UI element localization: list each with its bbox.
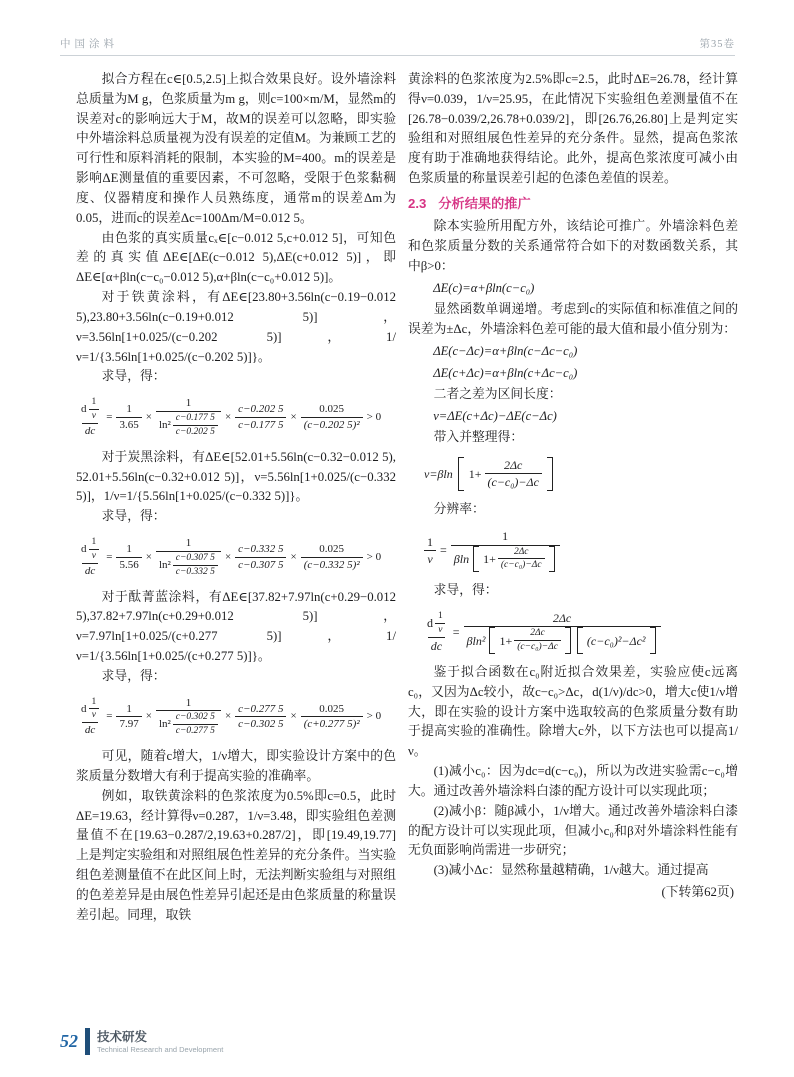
lhs-fraction: d $\frac{1}{\nu}$ dc xyxy=(424,610,449,654)
lead-interval-length: 二者之差为区间长度： xyxy=(433,387,562,402)
lead-derive-2: 求导，得： xyxy=(101,509,166,524)
section-title: 分析结果的推广 xyxy=(438,195,531,211)
footer-bar xyxy=(85,1028,90,1055)
right-column xyxy=(408,70,738,926)
paragraph-continued-example: 黄涂料的色浆浓度为2.5%即c=2.5，此时ΔE=26.78，经计算得ν=0.039，1/ν=25.95，在此情况下实验组色差测量值不在[26.78−0.039/2,26.78+0.039/2]，即[26.76,26.80]上是判定实验组和对照组展色性差异的充分条件。显然，提高色浆浓度有助于准确地获得结论。此外，提高色浆浓度可减小由色浆质量的称量误差引起的色漆色差值的误差。 xyxy=(408,72,738,186)
formula-derivative-iron-yellow: d $\frac{1}{\nu}$ dc = $\frac{1}{3.65}$ × 1 ln² $\frac{c-0.177 5}{c-0.202 5}$ × $\frac{c-0.202 5}{c-0.177 5}$ × $\frac{0.025}{\text{(c−0.202 5)²}}$ > 0 xyxy=(78,396,396,438)
formula-derivative-phthalocyanine-blue: d $\frac{1}{\nu}$ dc = $\frac{1}{7.97}$ × 1 ln² $\frac{c-0.302 5}{c-0.277 5}$ × $\frac{c-0.277 5}{c-0.302 5}$ × $\frac{0.025}{\text{(c+0.277 5)²}}$ > 0 xyxy=(78,696,396,738)
left-bracket xyxy=(577,627,583,654)
lead-derive-3: 求导，得： xyxy=(101,668,166,683)
page-header xyxy=(60,36,735,51)
continued-on-page-note: (下转第62页) xyxy=(661,885,734,900)
left-bracket xyxy=(489,627,495,654)
footer-section-en: Technical Research and Development xyxy=(97,1044,224,1054)
volume-number: 第35卷 xyxy=(699,39,735,50)
lead-derive-1: 求导，得： xyxy=(101,369,166,384)
lead-derive-right: 求导，得： xyxy=(433,583,498,598)
formula-derivative-carbon-black: d $\frac{1}{\nu}$ dc = $\frac{1}{5.56}$ × 1 ln² $\frac{c-0.307 5}{c-0.332 5}$ × $\frac{c-0.332 5}{c-0.307 5}$ × $\frac{0.025}{\text{(c−0.332 5)²}}$ > 0 xyxy=(78,536,396,578)
equation-min: ΔE(c−Δc)=α+βln(c−Δc−c₀) xyxy=(433,344,578,359)
paragraph-method-2: (2)减小β：随β减小，1/ν增大。通过改善外墙涂料白漆的配方设计可以实现此项，但减小c₀和β对外墙涂料性能有无负面影响尚需进一步研究； xyxy=(408,803,738,858)
paragraph-design-guidance: 鉴于拟合函数在c₀附近拟合效果差，实验应使c远离c₀，又因为Δc较小，故c−c₀>Δc，d(1/ν)/dc>0，增大c使1/ν增大，即在实验的设计方案中选取较高的色浆质量分数有助于提高实验的准确性。除增大c外，以下方法也可以提高1/ν。 xyxy=(408,664,738,759)
right-bracket xyxy=(650,627,656,654)
equation-max: ΔE(c+Δc)=α+βln(c+Δc−c₀) xyxy=(433,365,578,380)
right-bracket xyxy=(565,627,571,654)
left-column xyxy=(76,70,396,926)
header-rule xyxy=(60,55,735,56)
page-number: 52 xyxy=(60,1031,78,1051)
left-bracket xyxy=(473,546,479,573)
two-column-body xyxy=(76,70,738,926)
lhs-fraction: d $\frac{1}{\nu}$ dc xyxy=(78,696,102,738)
formula-derivative-general: d $\frac{1}{\nu}$ dc = 2Δc βln² 1+ $\frac{2\Delta c}{\text{(c−c₀)−Δc}}$ (c−c₀)²−Δc² xyxy=(424,610,738,654)
paragraph-method-3: (3)减小Δc：显然称量越精确，1/ν越大。通过提高 xyxy=(433,863,709,878)
paragraph-conclusion-trend: 可见，随着c增大，1/ν增大，即实验设计方案中的色浆质量分数增大有利于提高实验的准确率。 xyxy=(76,749,396,783)
page-footer xyxy=(60,1028,223,1055)
equation-interval: ν=ΔE(c+Δc)−ΔE(c−Δc) xyxy=(433,408,557,423)
formula-nu: ν=βln 1+ $\frac{2\Delta c}{\text{(c−c₀)−Δc}}$ xyxy=(424,457,738,490)
paragraph-fit-equation: 拟合方程在c∈[0.5,2.5]上拟合效果良好。设外墙涂料总质量为M g，色浆质量为m g，则c=100×m/M，显然m的误差对c的影响远大于M，故M的误差可以忽略，即实验中外墙涂料总质量视为没有误差的定值M。为兼顾工艺的可行性和原料消耗的限制，本实验的M=400。m的误差是影响ΔE测量值的重要因素，不可忽略，受限于色浆黏稠度、仪器精度和操作人员熟练度，通常m的误差Δm为0.05，进而c的误差Δc=100Δm/M=0.012 5。 xyxy=(76,72,396,225)
equation-log-model: ΔE(c)=α+βln(c−c₀) xyxy=(433,280,535,295)
right-bracket xyxy=(549,546,555,573)
paragraph-iron-yellow: 对于铁黄涂料，有ΔE∈[23.80+3.56ln(c−0.19−0.012 5),23.80+3.56ln(c−0.19+0.012 5)]，ν=3.56ln[1+0.025/(c−0.202 5)]，1/ν=1/{3.56ln[1+0.025/(c−0.202 5)]}。 xyxy=(76,290,396,364)
section-heading-2-3 xyxy=(408,194,738,214)
right-bracket xyxy=(547,457,553,490)
paragraph-phthalocyanine-blue: 对于酞菁蓝涂料，有ΔE∈[37.82+7.97ln(c+0.29−0.012 5),37.82+7.97ln(c+0.29+0.012 5)]，ν=7.97ln[1+0.025/(c+0.277 5)]，1/ν=1/{3.56ln[1+0.025/(c+0.277 5)]}。 xyxy=(76,589,396,663)
left-bracket xyxy=(458,457,464,490)
paragraph-true-mass: 由色浆的真实质量cₓ∈[c−0.012 5,c+0.012 5]，可知色差的真实值ΔE∈[ΔE(c−0.012 5),ΔE(c+0.012 5)]，即ΔE∈[α+βln(c−c₀−0.012 5),α+βln(c−c₀+0.012 5)]。 xyxy=(76,230,396,285)
paragraph-method-1: (1)减小c₀：因为dc=d(c−c₀)，所以为改进实验需c−c₀增大。通过改善外墙涂料白漆的配方设计可以实现此项； xyxy=(408,764,738,798)
footer-section-cn: 技术研发 xyxy=(97,1029,148,1044)
section-number: 2.3 xyxy=(408,195,427,211)
paragraph-monotonic: 显然函数单调递增。考虑到c的实际值和标准值之间的误差为±Δc，外墙涂料色差可能的最大值和最小值分别为： xyxy=(408,302,738,337)
paragraph-generalization: 除本实验所用配方外，该结论可推广。外墙涂料色差和色浆质量分数的关系通常符合如下的对数函数关系，其中β>0： xyxy=(408,219,738,274)
paragraph-carbon-black: 对于炭黑涂料，有ΔE∈[52.01+5.56ln(c−0.32−0.012 5), 52.01+5.56ln(c−0.32+0.012 5)]，ν=5.56ln[1+0.025/(c−0.332 5)]，1/ν=1/{5.56ln[1+0.025/(c−0.332 5)]}。 xyxy=(76,449,396,504)
lead-substitute: 带入并整理得： xyxy=(433,430,524,445)
lead-resolution: 分辨率： xyxy=(433,501,485,516)
lhs-fraction: d $\frac{1}{\nu}$ dc xyxy=(78,396,102,438)
lhs-fraction: d $\frac{1}{\nu}$ dc xyxy=(78,536,102,578)
paragraph-example-iron-yellow: 例如，取铁黄涂料的色浆浓度为0.5%即c=0.5，此时ΔE=19.63，经计算得ν=0.287，1/ν=3.48，即实验组色差测量值不在[19.63−0.287/2,19.63+0.287/2]，即[19.49,19.77]上是判定实验组和对照组展色性差异的充分条件。当实验组色差测量值不在此区间上时，无法判断实验组与对照组的色差差异是由展色性差异引起还是由色浆质量的称量误差引起。同理，取铁 xyxy=(76,788,396,922)
formula-resolution: $\frac{1}{\nu}$ = 1 βln 1+ $\frac{2\Delta c}{\text{(c−c₀)−Δc}}$ xyxy=(424,528,738,572)
journal-name: 中国涂料 xyxy=(60,39,118,50)
